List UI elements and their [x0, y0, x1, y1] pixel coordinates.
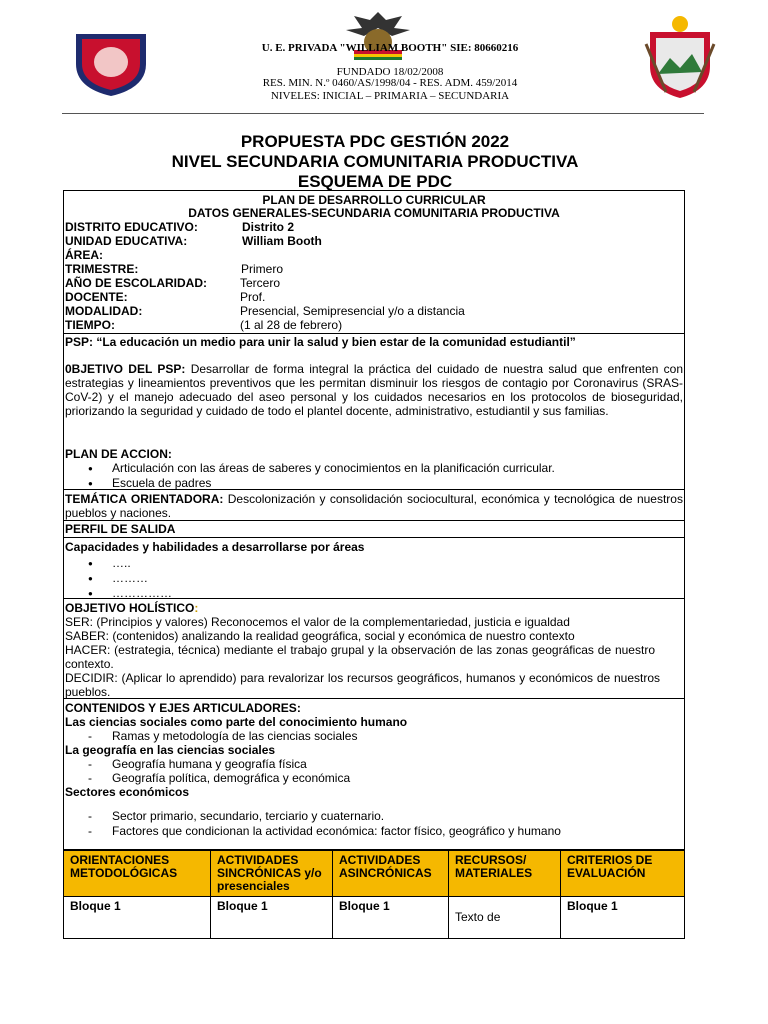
- perfil-label: PERFIL DE SALIDA: [65, 522, 176, 536]
- field-value: Prof.: [240, 290, 266, 304]
- field-label: UNIDAD EDUCATIVA:: [65, 234, 188, 248]
- general-data-section: [63, 190, 685, 334]
- table-cell: Bloque 1: [64, 897, 211, 939]
- contenidos-group-title: La geografía en las ciencias sociales: [65, 743, 276, 757]
- holistico-hacer: HACER: (estrategia, técnica) mediante el trabajo grupal y la observación de las zonas geográficas de nuestro contexto.: [65, 643, 655, 671]
- tematica-value: Descolonización y consolidación sociocultural, económica y tecnológica de nuestros pueblos y naciones.: [65, 492, 683, 520]
- table-cell: Bloque 1: [211, 897, 333, 939]
- contenidos-group-title: Sectores económicos: [65, 785, 190, 799]
- tematica-label: TEMÁTICA ORIENTADORA:: [65, 492, 224, 506]
- list-item: ● Articulación con las áreas de saberes y conocimientos en la planificación curricular.: [112, 461, 555, 475]
- field-value: William Booth: [242, 234, 322, 248]
- holistico-label-text: OBJETIVO HOLÍSTICO: [65, 601, 195, 615]
- holistico-ser: SER: (Principios y valores) Reconocemos el valor de la complementariedad, justicia e igualdad: [65, 615, 570, 629]
- page-subtitle: NIVEL SECUNDARIA COMUNITARIA PRODUCTIVA: [171, 152, 579, 171]
- list-item: ● …..: [112, 556, 131, 570]
- table-header-cell: RECURSOS/ MATERIALES: [449, 851, 561, 897]
- holistico-label: [65, 601, 198, 615]
- psp-objective-label: 0BJETIVO DEL PSP:: [65, 362, 186, 376]
- field-value: (1 al 28 de febrero): [240, 318, 343, 332]
- field-label: MODALIDAD:: [65, 304, 143, 318]
- table-cell: Bloque 1: [561, 897, 685, 939]
- table-header-cell: ACTIVIDADES ASINCRÓNICAS: [333, 851, 449, 897]
- holistico-decidir: DECIDIR: (Aplicar lo aprendido) para revalorizar los recursos geográficos, humanos y económicos de nuestros pueblos.: [65, 671, 660, 699]
- holistico-colon: :: [194, 601, 199, 615]
- contenidos-group-title: Las ciencias sociales como parte del conocimiento humano: [65, 715, 408, 729]
- list-item: - Factores que condicionan la actividad económica: factor físico, geográfico y humano: [112, 824, 561, 838]
- table-header-cell: ORIENTACIONES METODOLÓGICAS: [64, 851, 211, 897]
- tematica-text: [65, 492, 683, 520]
- tematica-section: [63, 489, 685, 521]
- contenidos-label: CONTENIDOS Y EJES ARTICULADORES:: [65, 701, 301, 715]
- field-label: ÁREA:: [65, 248, 103, 262]
- field-label: AÑO DE ESCOLARIDAD:: [65, 276, 208, 290]
- pdc-table: [63, 850, 685, 939]
- founded-date: FUNDADO 18/02/2008: [336, 66, 444, 78]
- table-cell: Texto de: [449, 897, 561, 939]
- table-cell: Bloque 1: [333, 897, 449, 939]
- list-item: - Ramas y metodología de las ciencias sociales: [112, 729, 357, 743]
- table-row: [64, 897, 685, 939]
- plan-heading: PLAN DE DESARROLLO CURRICULAR: [262, 193, 486, 207]
- psp-line: PSP: “La educación un medio para unir la salud y bien estar de la comunidad estudiantil”: [65, 335, 576, 349]
- list-item: ● Escuela de padres: [112, 476, 211, 490]
- field-value: Presencial, Semipresencial y/o a distancia: [240, 304, 465, 318]
- list-item: ● ……………: [112, 586, 172, 600]
- district-shield-icon: [642, 14, 718, 100]
- table-header-row: [64, 851, 685, 897]
- field-label: DISTRITO EDUCATIVO:: [65, 220, 198, 234]
- capacidades-section: [63, 537, 685, 599]
- list-item: - Sector primario, secundario, terciario y cuaternario.: [112, 809, 384, 823]
- field-label: TRIMESTRE:: [65, 262, 139, 276]
- condor-crest-icon: [340, 6, 416, 66]
- field-value: Distrito 2: [242, 220, 295, 234]
- table-header-cell: ACTIVIDADES SINCRÓNICAS y/o presenciales: [211, 851, 333, 897]
- school-logo-right: [642, 14, 718, 100]
- holistico-saber: SABER: (contenidos) analizando la realidad geográfica, social y económica de nuestro contexto: [65, 629, 575, 643]
- field-value: Primero: [241, 262, 284, 276]
- page-title: PROPUESTA PDC GESTIÓN 2022: [240, 132, 510, 151]
- holistico-section: [63, 598, 685, 699]
- list-item: ● ………: [112, 571, 148, 585]
- perfil-section: [63, 520, 685, 538]
- page-subtitle-2: ESQUEMA DE PDC: [297, 172, 453, 191]
- psp-section: [63, 333, 685, 490]
- capacidades-label: Capacidades y habilidades a desarrollarse por áreas: [65, 540, 365, 554]
- psp-objective: [65, 362, 683, 418]
- school-name-line: U. E. PRIVADA "WILLIAM BOOTH" SIE: 80660216: [261, 42, 519, 54]
- school-logo-left: [70, 26, 152, 98]
- levels-line: NIVELES: INICIAL – PRIMARIA – SECUNDARIA: [270, 90, 510, 102]
- field-label: TIEMPO:: [65, 318, 115, 332]
- national-crest: [340, 6, 416, 66]
- field-value: Tercero: [240, 276, 281, 290]
- contenidos-section: [63, 698, 685, 850]
- plan-accion-label: PLAN DE ACCION:: [65, 447, 172, 461]
- list-item: - Geografía humana y geografía física: [112, 757, 307, 771]
- psp-objective-text: Desarrollar de forma integral la práctica del cuidado de nuestra salud que enfrenten con estrategias y lineamientos preventivos que les permitan disminuir los riesgos de contagio por Coronavirus (SRAS-CoV-2) y el manejo adecuado del aseo personal y los cuidados necesarios en los protocolos de bioseguridad, priorizando la seguridad y cuidado de todo el plantel docente, administrativo, estudiantil y sus familias.: [65, 362, 683, 418]
- resolution-line: RES. MIN. N.º 0460/AS/1998/04 - RES. ADM. 459/2014: [262, 77, 518, 89]
- shield-icon: [70, 26, 152, 98]
- general-data-heading: DATOS GENERALES-SECUNDARIA COMUNITARIA PRODUCTIVA: [188, 206, 560, 220]
- table-header-cell: CRITERIOS DE EVALUACIÓN: [561, 851, 685, 897]
- header-divider: [62, 113, 704, 114]
- list-item: - Geografía política, demográfica y económica: [112, 771, 350, 785]
- field-label: DOCENTE:: [65, 290, 128, 304]
